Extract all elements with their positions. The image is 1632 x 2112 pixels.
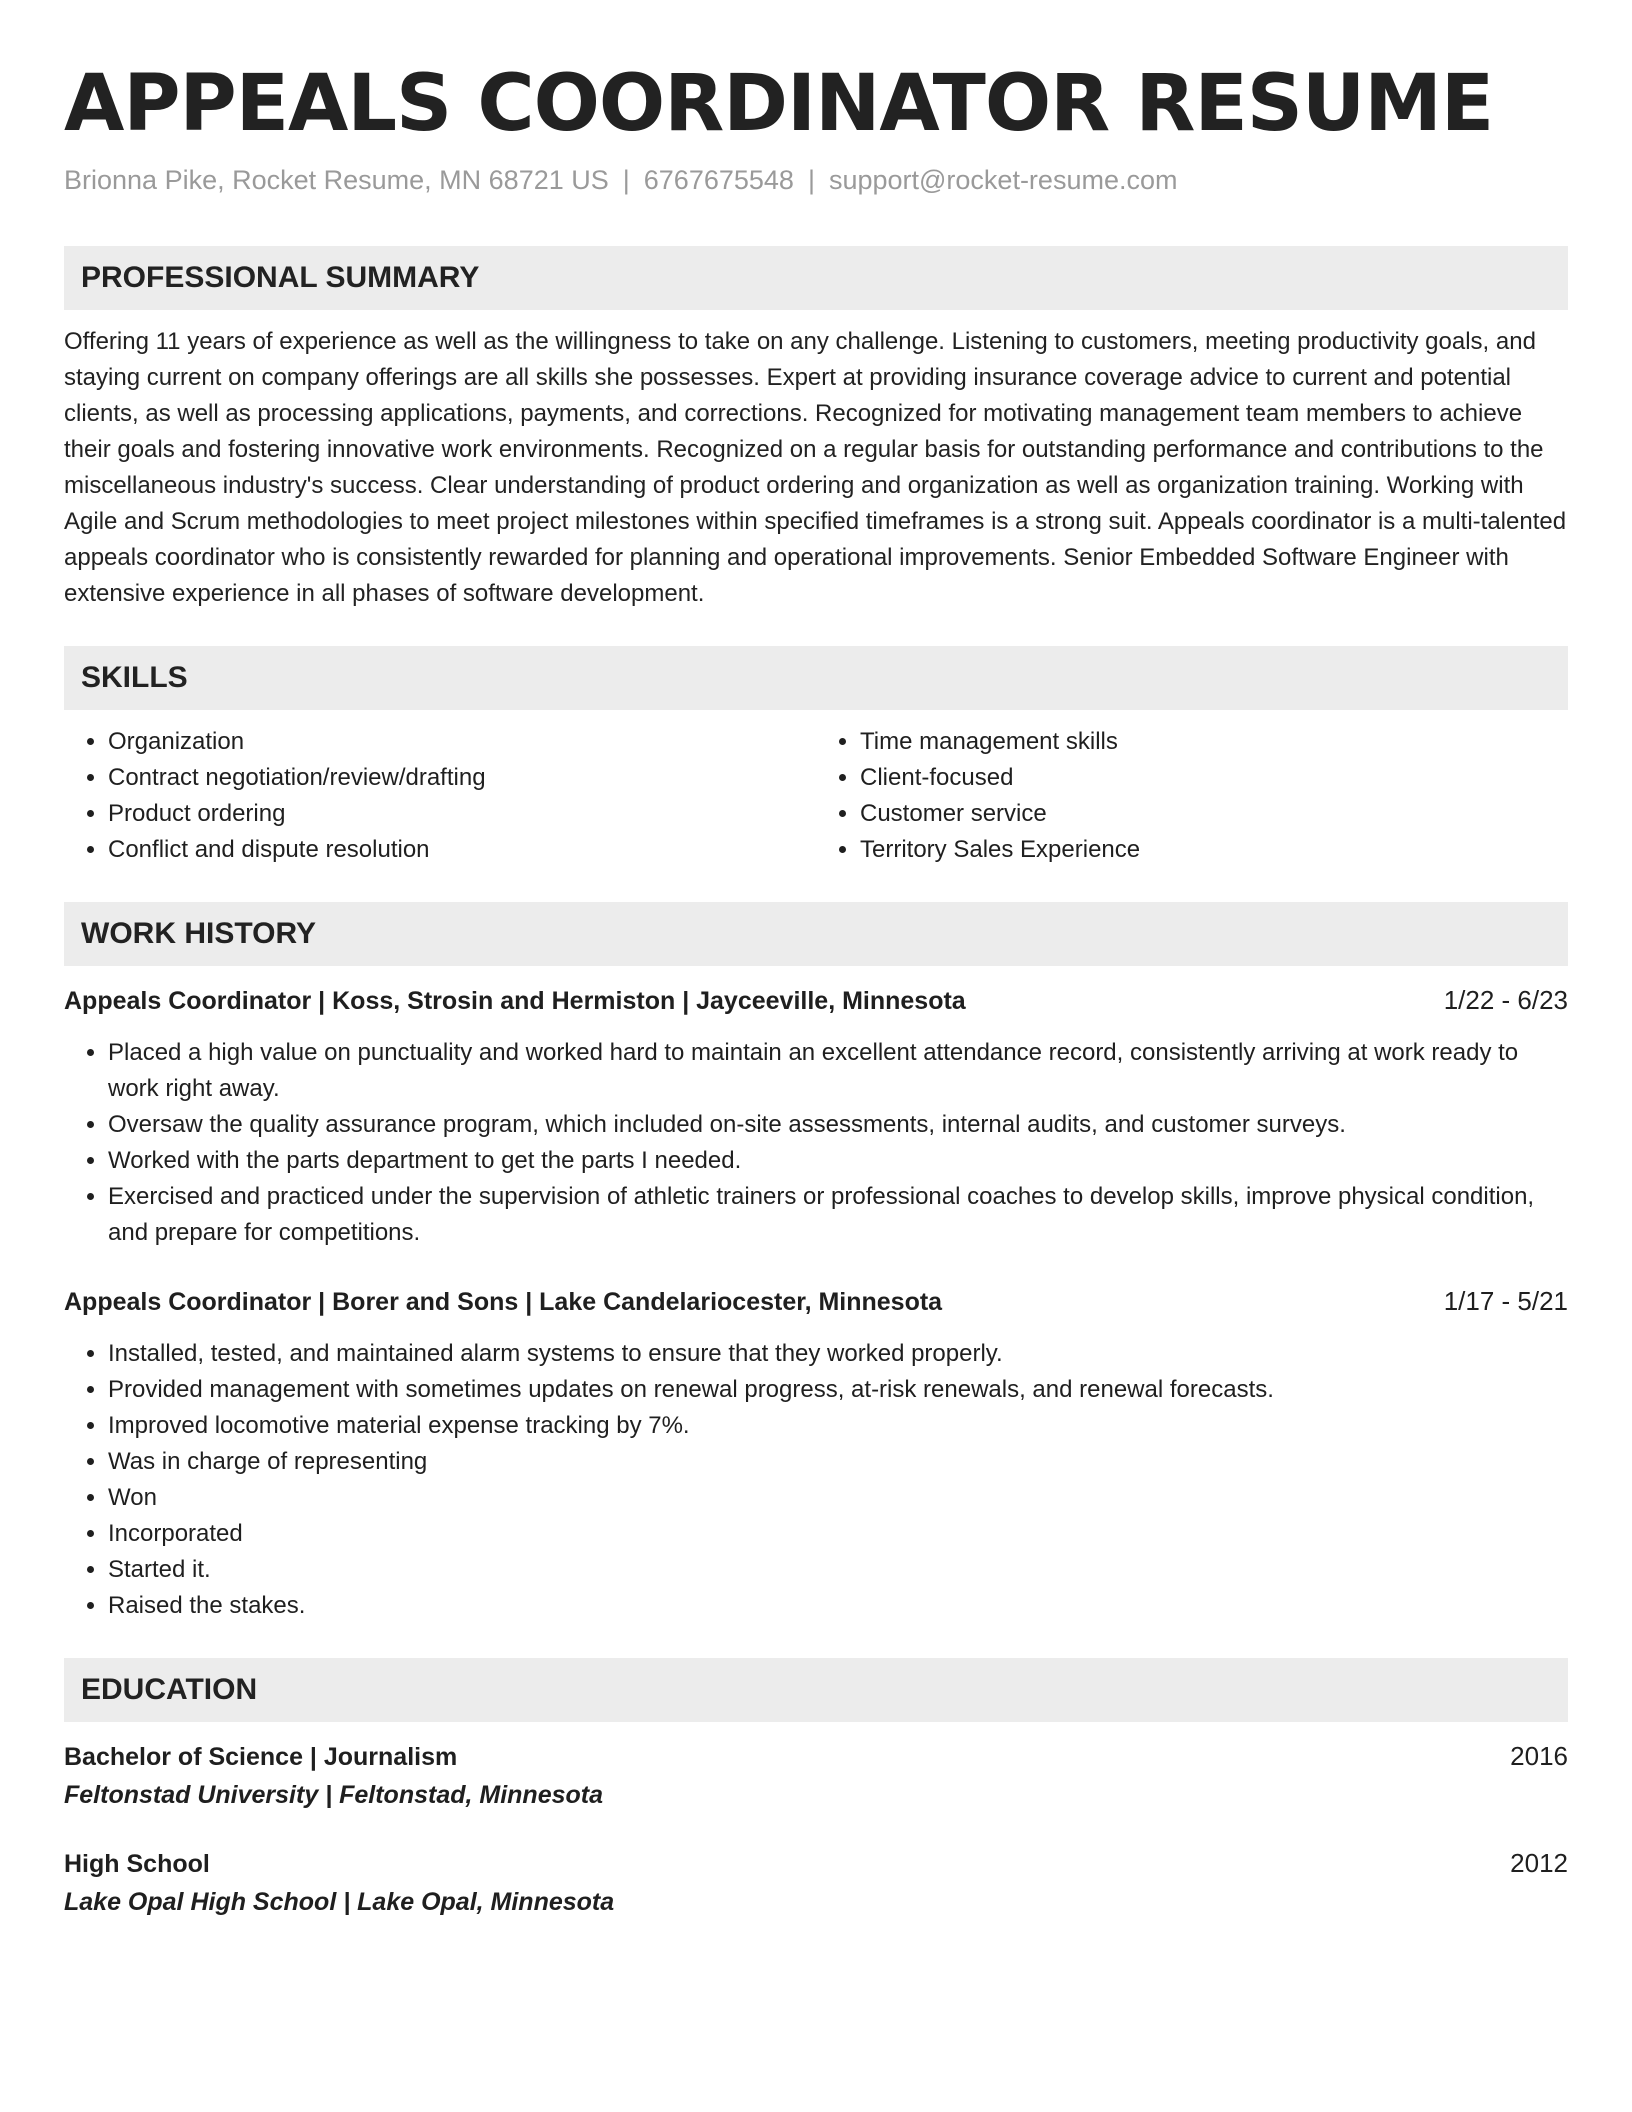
contact-address: Brionna Pike, Rocket Resume, MN 68721 US (64, 165, 609, 195)
job-bullet: • Started it. (108, 1552, 1568, 1588)
education-degree: Bachelor of Science | Journalism (64, 1743, 458, 1771)
job-title: Appeals Coordinator | Koss, Strosin and Hermiston | Jayceeville, Minnesota (64, 987, 966, 1015)
education-school: Lake Opal High School | Lake Opal, Minnesota (64, 1888, 615, 1916)
education-school: Feltonstad University | Feltonstad, Minnesota (64, 1781, 604, 1809)
education-heading: EDUCATION (64, 1658, 1568, 1722)
job-dates: 1/22 - 6/23 (1443, 985, 1568, 1015)
skill-item: • Client-focused (860, 760, 1568, 796)
resume-title: APPEALS COORDINATOR RESUME (64, 59, 1494, 149)
job-entry (64, 980, 1568, 1251)
skills-list (64, 724, 1568, 868)
job-entry (64, 1281, 1568, 1624)
job-bullet: • Installed, tested, and maintained alarm systems to ensure that they worked properly. (108, 1336, 1568, 1372)
skill-item: • Time management skills (860, 724, 1568, 760)
job-bullet: • Oversaw the quality assurance program, which included on-site assessments, internal audits, and customer surveys. (108, 1107, 1568, 1143)
summary-heading: PROFESSIONAL SUMMARY (64, 246, 1568, 310)
job-bullet: • Provided management with sometimes updates on renewal progress, at-risk renewals, and renewal forecasts. (108, 1372, 1568, 1408)
summary-text: Offering 11 years of experience as well as the willingness to take on any challenge. Listening to customers, meeting productivity goals, and staying current on company offerings are all skills she possesses. Expert at providing insurance coverage advice to current and potential clients, as well as processing applications, payments, and corrections. Recognized for motivating management team members to achieve their goals and fostering innovative work environments. Recognized on a regular basis for outstanding performance and contributions to the miscellaneous industry's success. Clear understanding of product ordering and organization as well as organization training. Working with Agile and Scrum methodologies to meet project milestones within specified timeframes is a strong suit. Appeals coordinator is a multi-talented appeals coordinator who is consistently rewarded for planning and operational improvements. Senior Embedded Software Engineer with extensive experience in all phases of software development. (64, 328, 1567, 607)
job-bullets (64, 1336, 1568, 1624)
education-header (64, 1843, 1568, 1884)
skill-item: • Territory Sales Experience (860, 832, 1568, 868)
skill-item: • Contract negotiation/review/drafting (108, 760, 816, 796)
education-year: 2016 (1510, 1741, 1568, 1771)
skill-item: • Conflict and dispute resolution (108, 832, 816, 868)
job-bullet: • Incorporated (108, 1516, 1568, 1552)
skills-column-right (816, 724, 1568, 868)
skill-item: • Customer service (860, 796, 1568, 832)
job-bullet: • Exercised and practiced under the supervision of athletic trainers or professional coaches to develop skills, improve physical condition, and prepare for competitions. (108, 1179, 1568, 1251)
education-entry (64, 1736, 1568, 1813)
skill-item: • Product ordering (108, 796, 816, 832)
skill-item: • Organization (108, 724, 816, 760)
job-bullet: • Was in charge of representing (108, 1444, 1568, 1480)
skills-column-left (64, 724, 816, 868)
job-bullet: • Improved locomotive material expense tracking by 7%. (108, 1408, 1568, 1444)
education-entry (64, 1843, 1568, 1920)
job-bullet: • Won (108, 1480, 1568, 1516)
contact-separator: | (622, 165, 630, 195)
skills-heading: SKILLS (64, 646, 1568, 710)
education-year: 2012 (1510, 1848, 1568, 1878)
job-title: Appeals Coordinator | Borer and Sons | Lake Candelariocester, Minnesota (64, 1288, 943, 1316)
education-header (64, 1736, 1568, 1777)
contact-line (64, 162, 1568, 198)
job-bullet: • Placed a high value on punctuality and worked hard to maintain an excellent attendance record, consistently arriving at work ready to work right away. (108, 1035, 1568, 1107)
contact-email: support@rocket-resume.com (828, 165, 1178, 195)
job-bullets (64, 1035, 1568, 1251)
job-dates: 1/17 - 5/21 (1443, 1286, 1568, 1316)
contact-separator: | (807, 165, 815, 195)
education-degree: High School (64, 1850, 210, 1878)
summary-section (64, 246, 1568, 612)
work-section (64, 902, 1568, 1624)
skills-section (64, 646, 1568, 868)
education-section (64, 1658, 1568, 1920)
job-header (64, 1281, 1568, 1322)
contact-phone: 6767675548 (643, 165, 794, 195)
job-bullet: • Raised the stakes. (108, 1588, 1568, 1624)
job-bullet: • Worked with the parts department to get the parts I needed. (108, 1143, 1568, 1179)
work-heading: WORK HISTORY (64, 902, 1568, 966)
job-header (64, 980, 1568, 1021)
